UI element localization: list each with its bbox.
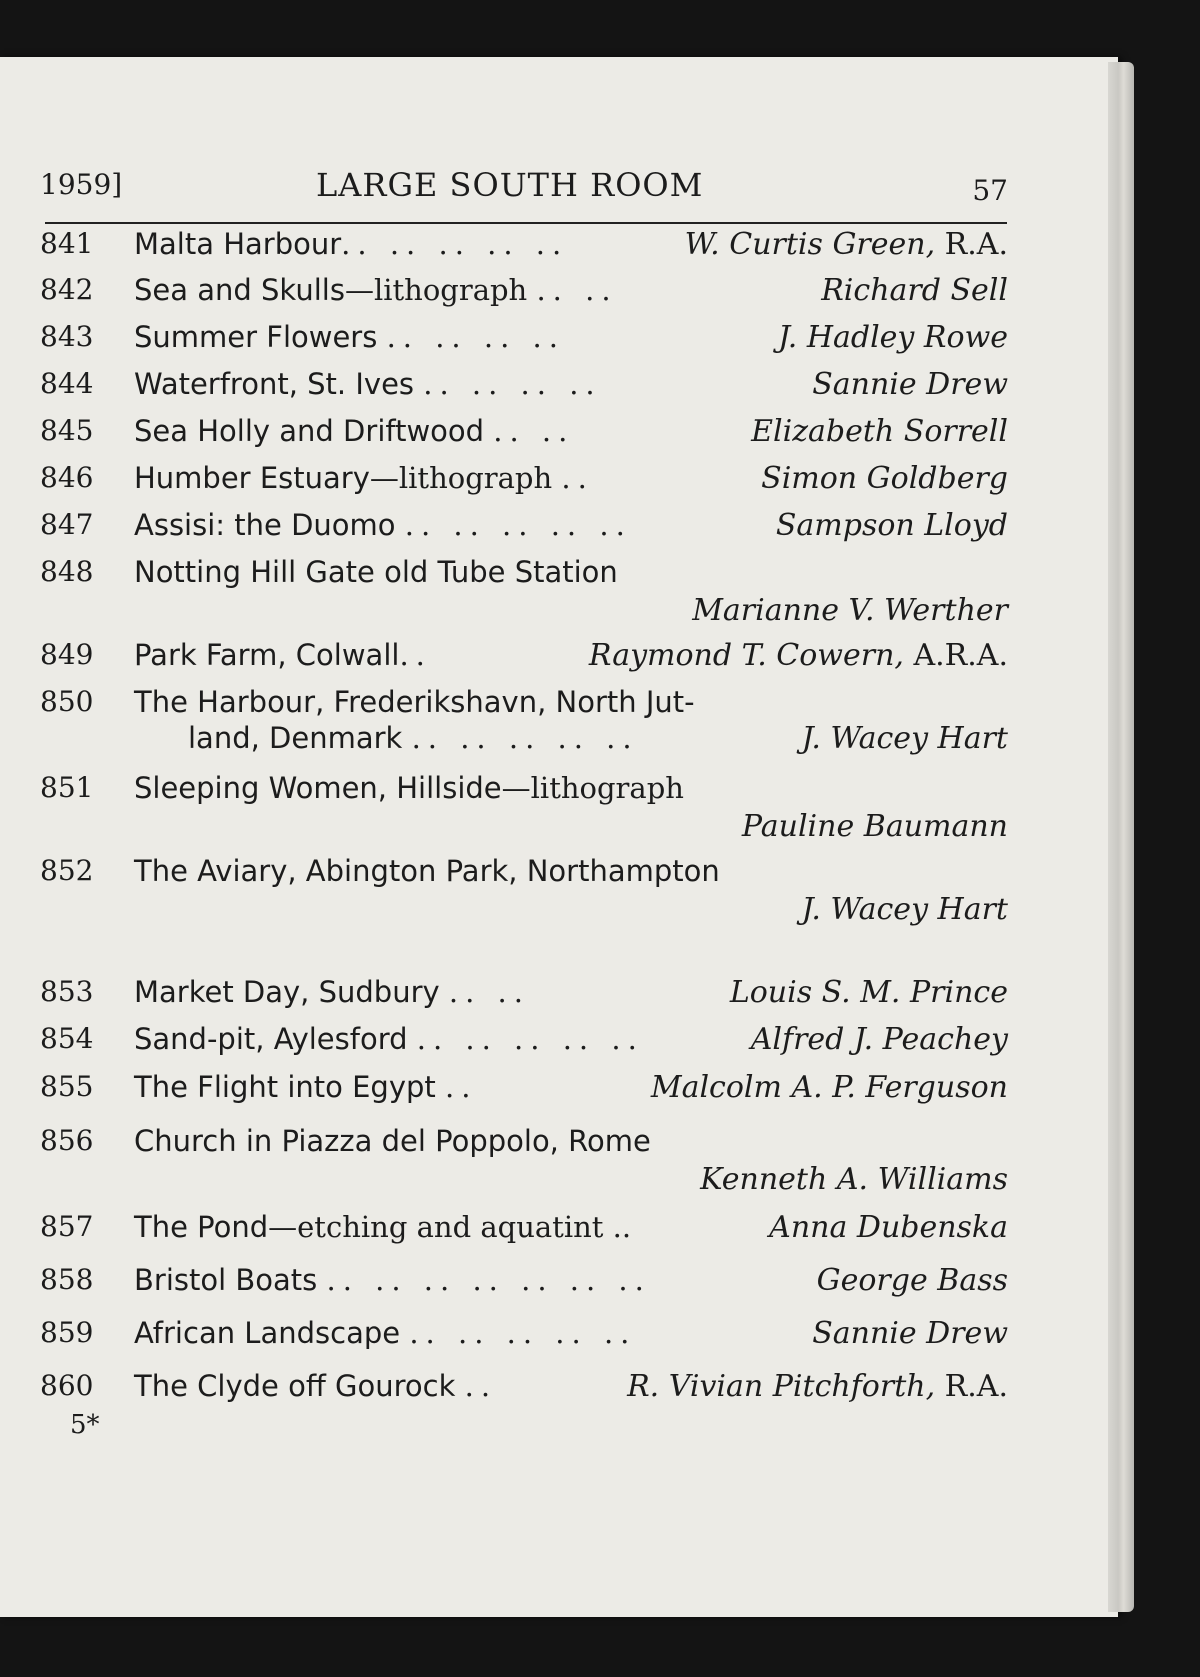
entry-title: Sea and Skulls—lithograph .. .. (134, 273, 618, 307)
entry-title: Malta Harbour.. .. .. .. .. (134, 227, 569, 261)
entry-title: The Flight into Egypt .. (134, 1070, 478, 1104)
entry-number: 845 (40, 414, 94, 447)
entry-artist: Elizabeth Sorrell (751, 414, 1008, 449)
entry-title: Waterfront, St. Ives .. .. .. .. (134, 367, 602, 401)
catalogue-entry (40, 638, 1008, 678)
entry-number: 846 (40, 461, 94, 494)
catalogue-entry (40, 1369, 1008, 1409)
entry-artist: J. Hadley Rowe (778, 320, 1008, 355)
entry-artist: W. Curtis Green, R.A. (684, 227, 1008, 262)
entry-title: African Landscape .. .. .. .. .. (134, 1316, 637, 1350)
entry-artist: Sannie Drew (812, 367, 1008, 402)
catalogue-entry (40, 685, 1008, 765)
entry-artist: J. Wacey Hart (801, 721, 1008, 756)
header-title: LARGE SOUTH ROOM (316, 166, 704, 204)
entry-artist: J. Wacey Hart (801, 892, 1008, 927)
entry-title: Park Farm, Colwall.. (134, 638, 432, 672)
entry-number: 856 (40, 1124, 94, 1157)
entry-title: The Aviary, Abington Park, Northampton (134, 854, 720, 888)
catalogue-entry (40, 555, 1008, 635)
page-number: 57 (972, 174, 1008, 207)
entry-artist: Sannie Drew (812, 1316, 1008, 1351)
entry-number: 844 (40, 367, 94, 400)
catalogue-entry (40, 1263, 1008, 1303)
catalogue-entry (40, 320, 1008, 360)
header-year: 1959] (40, 168, 123, 201)
catalogue-entry (40, 461, 1008, 501)
entry-artist: R. Vivian Pitchforth, R.A. (627, 1369, 1008, 1404)
entry-artist: Kenneth A. Williams (700, 1162, 1008, 1197)
entry-number: 849 (40, 638, 94, 671)
entry-title: Bristol Boats .. .. .. .. .. .. .. (134, 1263, 651, 1297)
entry-title: Church in Piazza del Poppolo, Rome (134, 1124, 651, 1158)
entry-artist: Malcolm A. P. Ferguson (650, 1070, 1008, 1105)
entry-title: Notting Hill Gate old Tube Station (134, 555, 618, 589)
catalogue-entry (40, 1316, 1008, 1356)
entry-title: Sea Holly and Driftwood .. .. (134, 414, 575, 448)
entry-artist: Marianne V. Werther (692, 593, 1008, 628)
catalogue-entry (40, 1070, 1008, 1110)
entry-number: 843 (40, 320, 94, 353)
entry-number: 850 (40, 685, 94, 718)
catalogue-entry (40, 414, 1008, 454)
entry-title: The Pond—etching and aquatint .. (134, 1210, 632, 1244)
entry-artist: Anna Dubenska (769, 1210, 1008, 1245)
entry-number: 853 (40, 975, 94, 1008)
entry-number: 847 (40, 508, 94, 541)
entry-number: 851 (40, 771, 94, 804)
entry-title: The Harbour, Frederikshavn, North Jut- (134, 685, 695, 719)
entry-title: Sand-pit, Aylesford .. .. .. .. .. (134, 1022, 644, 1056)
entry-number: 854 (40, 1022, 94, 1055)
page-edge (1108, 62, 1134, 1612)
catalogue-entry (40, 508, 1008, 548)
entry-number: 859 (40, 1316, 94, 1349)
entry-number: 857 (40, 1210, 94, 1243)
entry-title: Market Day, Sudbury .. .. (134, 975, 530, 1009)
catalogue-entry (40, 975, 1008, 1015)
entry-title: Assisi: the Duomo .. .. .. .. .. (134, 508, 632, 542)
entry-title: The Clyde off Gourock .. (134, 1369, 498, 1403)
entry-artist: Pauline Baumann (741, 809, 1008, 844)
entry-number: 841 (40, 227, 94, 260)
entry-number: 858 (40, 1263, 94, 1296)
entry-number: 852 (40, 854, 94, 887)
entry-artist: Sampson Lloyd (775, 508, 1008, 543)
entry-artist: Alfred J. Peachey (750, 1022, 1008, 1057)
entry-artist: Louis S. M. Prince (729, 975, 1008, 1010)
catalogue-entry (40, 1124, 1008, 1204)
entry-title: Sleeping Women, Hillside—lithograph (134, 771, 684, 805)
catalogue-entry (40, 1210, 1008, 1250)
entry-number: 855 (40, 1070, 94, 1103)
entry-artist: Richard Sell (821, 273, 1008, 308)
catalogue-entry (40, 854, 1008, 934)
entry-number: 860 (40, 1369, 94, 1402)
header-rule (45, 222, 1007, 224)
entry-artist: Raymond T. Cowern, A.R.A. (588, 638, 1008, 673)
entry-artist: George Bass (816, 1263, 1008, 1298)
catalogue-entry (40, 771, 1008, 851)
entry-number: 848 (40, 555, 94, 588)
catalogue-entry (40, 1022, 1008, 1062)
signature-mark: 5* (70, 1410, 100, 1440)
entry-title: Summer Flowers .. .. .. .. (134, 320, 565, 354)
catalogue-entry (40, 273, 1008, 313)
entry-title-continued: land, Denmark .. .. .. .. .. (188, 721, 639, 755)
catalogue-entry (40, 367, 1008, 407)
running-header (40, 160, 1008, 210)
catalogue-entry (40, 227, 1008, 267)
entry-number: 842 (40, 273, 94, 306)
entry-artist: Simon Goldberg (761, 461, 1008, 496)
entry-title: Humber Estuary—lithograph .. (134, 461, 594, 495)
